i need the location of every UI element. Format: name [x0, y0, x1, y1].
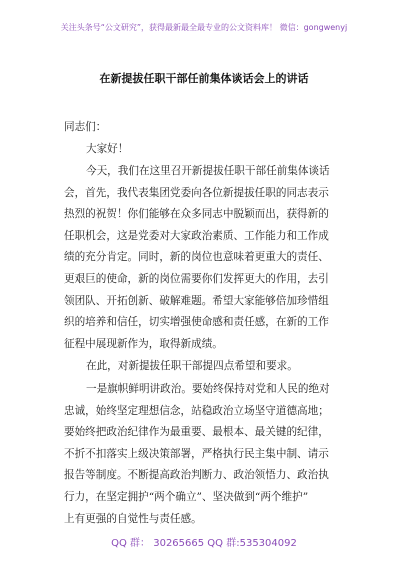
paragraph-line: 一是旗帜鲜明讲政治。要始终保持对党和人民的绝对: [86, 383, 330, 395]
paragraph-line: 忠诚，始终坚定理想信念，站稳政治立场坚守道德高地；: [64, 404, 329, 417]
greeting: 大家好！: [86, 143, 129, 155]
footer-note: QQ 群： 30265665 QQ 群:535304092: [111, 538, 297, 549]
paragraph-line: 绩的充分肯定。同时，新的岗位也意味着更重大的责任、: [64, 251, 329, 264]
paragraph-line: 织的培养和信任，切实增强使命感和责任感，在新的工作: [64, 316, 329, 329]
paragraph-line: 会，首先，我代表集团党委向各位新提拔任职的同志表示: [64, 186, 329, 199]
paragraph-line: 今天，我们在这里召开新提拔任职干部任前集体谈话: [86, 165, 330, 177]
paragraph-politics: [64, 379, 348, 530]
paragraph-line: 行力，在坚定拥护“两个确立”、坚决做到“两个维护”: [64, 490, 309, 503]
salutation: 同志们：: [64, 121, 107, 133]
paragraph-line: 报告等制度。不断提高政治判断力、政治领悟力、政治执: [64, 469, 329, 482]
paragraph-line: 不折不扣落实上级决策部署，严格执行民主集中制、请示: [64, 447, 329, 460]
paragraph-line: 在此，对新提拔任职干部提四点希望和要求。: [86, 360, 298, 372]
document-title: 在新提拔任职干部任前集体谈话会上的讲话: [99, 72, 309, 85]
paragraph-line: 领团队、开拓创新、破解难题。希望大家能够倍加珍惜组: [64, 294, 329, 307]
header-note: 关注头条号“公文研究”，获得最新最全最专业的公文资料库！ 微信：gongwenyj: [60, 23, 348, 32]
paragraph-line: 征程中展现新作为，取得新成绩。: [64, 337, 223, 350]
paragraph-line: 热烈的祝贺！你们能够在众多同志中脱颖而出，获得新的: [64, 208, 329, 221]
paragraph-line: 更艰巨的使命，新的岗位需要你们发挥更大的作用，去引: [64, 272, 329, 285]
paragraph-opening: [64, 161, 348, 355]
paragraph-line: 任职机会，这是党委对大家政治素质、工作能力和工作成: [64, 229, 329, 242]
paragraph-requirements-intro: [64, 356, 348, 378]
paragraph-line: 上有更强的自觉性与责任感。: [64, 512, 202, 525]
paragraph-line: 要始终把政治纪律作为最重要、最根本、最关键的纪律，: [64, 426, 329, 439]
